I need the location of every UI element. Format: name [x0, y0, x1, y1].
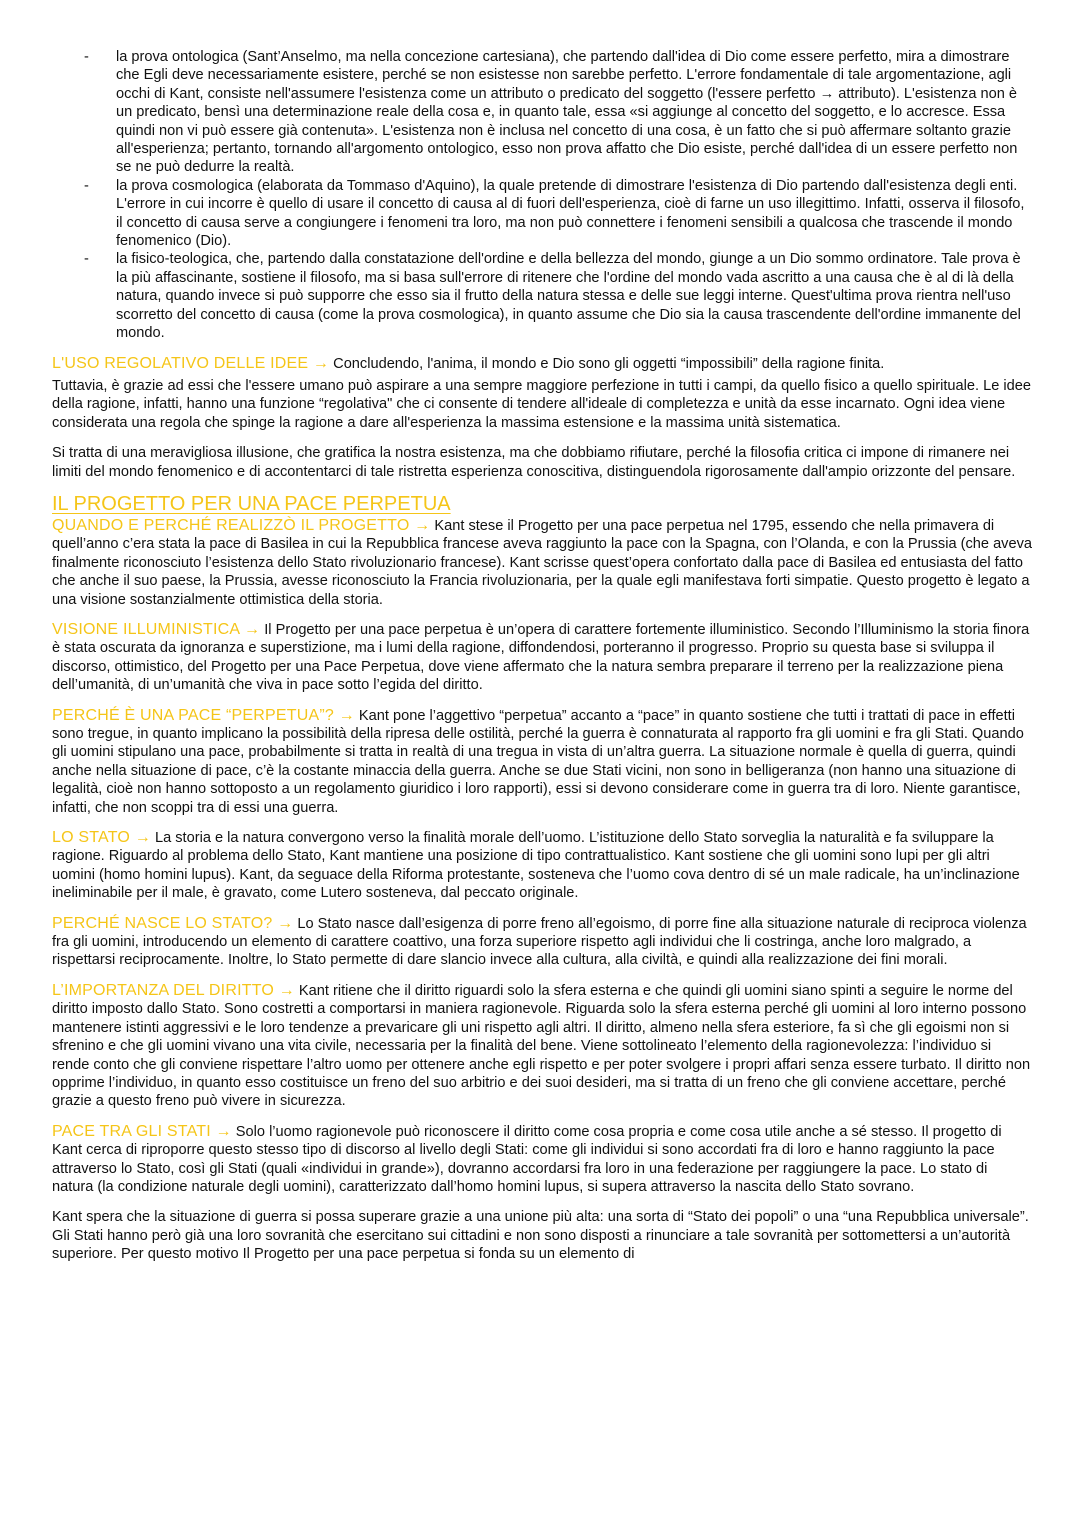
section-lead: Concludendo, l'anima, il mondo e Dio sono gli oggetti “impossibili” della ragione finita. — [329, 355, 885, 372]
section-diritto — [52, 982, 1032, 1111]
section-nasce-stato — [52, 915, 1032, 970]
section-heading: LO STATO → — [52, 829, 151, 847]
final-paragraph: Kant spera che la situazione di guerra si possa superare grazie a una unione più alta: una sorta di “Stato dei popoli” o una “una Repubblica universale”. Gli Stati hanno però già una loro sovranità che esercitano sui cittadini e non sono disposti a rinunciare a tale sovranità per sottomettersi a un’autorità superiore. Per questo motivo Il Progetto per una pace perpetua si fonda su un elemento di — [52, 1209, 1029, 1263]
page-title: IL PROGETTO PER UNA PACE PERPETUA — [52, 492, 451, 515]
list-item: - la fisico-teologica, che, partendo dalla constatazione dell'ordine e della bellezza del mondo, giunge a un Dio sommo ordinatore. Tale prova è la più affascinante, sostiene il filosofo, ma si basa sull'errore di ritenere che l'ordine del mondo vada ascritto a una causa che è al di là della natura, quando invece si può supporre che esso sia il frutto della natura stessa e delle sue leggi interne. Quest'ultima prova rientra nell'uso scorretto del concetto di causa (come la prova cosmologica), in quanto assume che Dio sia la causa trascendente dell'ordine immanente del mondo. — [84, 251, 1021, 342]
list-item: - la prova cosmologica (elaborata da Tommaso d'Aquino), la quale pretende di dimostrare l'esistenza di Dio partendo dall'esistenza degli enti. L'errore in cui incorre è quello di usare il concetto di causa al di fuori dell'esperienza, cioè di farne un uso illegittimo. Infatti, osserva il filosofo, il concetto di causa serve a congiungere i fenomeni tra loro, ma non può connettere i fenomeni sensibili a qualcosa che trascende il mondo fenomenico (Dio). — [84, 177, 1025, 250]
section-lo-stato — [52, 829, 1032, 903]
section-heading: QUANDO E PERCHÉ REALIZZÒ IL PROGETTO → — [52, 516, 431, 534]
section-visione-illuministica — [52, 621, 1032, 695]
paragraph: Si tratta di una meravigliosa illusione, che gratifica la nostra esistenza, ma che dobbiamo rifiutare, perché la filosofia critica ci impone di rimanere nei limiti del mondo fenomenico e di accontentarci di tale ristretta esperienza conoscitiva, distinguendola rigorosamente dall'ampio orizzonte del pensare. — [52, 445, 1016, 480]
section-uso-regolativo — [52, 355, 1032, 373]
bullet-text-ontological: la prova ontologica (Sant’Anselmo, ma nella concezione cartesiana), che partendo dall'idea di Dio come essere perfetto, mira a dimostrare che Egli deve necessariamente esistere, perché se non esistesse non sarebbe perfetto. L'errore fondamentale di tale argomentazione, agli occhi di Kant, consiste nell'assumere l'esistenza come un attributo o predicato del soggetto (l'essere perfetto → attributo). L'esistenza non è un predicato, bensì una determinazione reale della cosa e, in quanto tale, essa «si aggiunge al concetto del soggetto, e lo accresce. Essa quindi non vi può essere già contenuta». L'esistenza non è inclusa nel concetto di una cosa, è un fatto che si può affermare soltanto grazie all'esperienza; pertanto, tornando all'argomento ontologico, esso non prova affatto che Dio esiste, perché dall'idea di un essere perfetto non se ne può dedurre la realtà. — [116, 49, 1018, 176]
proofs-list — [52, 48, 1032, 343]
section-heading: PERCHÉ NASCE LO STATO? → — [52, 914, 294, 932]
section-heading: L'USO REGOLATIVO DELLE IDEE → — [52, 354, 330, 372]
section-text: Solo l’uomo ragionevole può riconoscere il diritto come cosa propria e come cosa utile anche a sé stesso. Il progetto di Kant cerca di riproporre questo stesso tipo di discorso al livello degli Stati: come gli individui si sono accordati fra di loro e hanno raggiunto la pace attraverso lo Stato, così gli Stati (quali «individui in grande»), dovranno accordarsi fra loro in una federazione per raggiungere la pace. Lo stato di natura (la condizione naturale degli uomini), caratterizzato dall’homo homini lupus, si supera attraverso la nascita dello Stato sovrano. — [52, 1123, 1002, 1195]
section-heading: PERCHÉ È UNA PACE “PERPETUA”? → — [52, 706, 355, 724]
paragraph: Tuttavia, è grazie ad essi che l'essere umano può aspirare a una sempre maggiore perfezione in tutti i campi, da quello fisico a quello spirituale. Le idee della ragione, infatti, hanno una funzione “regolativa" che ci consente di tendere all'ideale di completezza e unità da esse incarnato. Ogni idea viene considerata una regola che spinge la ragione a dare all'esperienza la massima estensione e la massima unità sistematica. — [52, 377, 1031, 431]
section-quando-perche — [52, 517, 1032, 609]
list-item: - la prova ontologica (Sant’Anselmo, ma nella concezione cartesiana), che partendo dall'idea di Dio come essere perfetto, mira a dimostrare che Egli deve necessariamente esistere, perché se non esistesse non sarebbe perfetto. L'errore fondamentale di tale argomentazione, agli occhi di Kant, consiste nell'assumere l'esistenza come un attributo o predicato del soggetto (l'essere perfetto → attributo). L'esistenza non è un predicato, bensì una determinazione reale della cosa e, in quanto tale, essa «si aggiunge al concetto del soggetto, e lo accresce. Essa quindi non vi può essere già contenuta». L'esistenza non è inclusa nel concetto di una cosa, è un fatto che si può affermare soltanto grazie all'esperienza; pertanto, tornando all'argomento ontologico, esso non prova affatto che Dio esiste, perché dall'idea di un essere perfetto non se ne può dedurre la realtà. — [84, 49, 1018, 176]
section-heading: L’IMPORTANZA DEL DIRITTO → — [52, 981, 295, 999]
bullet-text-physicotheological: la fisico-teologica, che, partendo dalla constatazione dell'ordine e della bellezza del mondo, giunge a un Dio sommo ordinatore. Tale prova è la più affascinante, sostiene il filosofo, ma si basa sull'errore di ritenere che l'ordine del mondo vada ascritto a una causa che è al di là della natura, quando invece si può supporre che esso sia il frutto della natura stessa e delle sue leggi interne. Quest'ultima prova rientra nell'uso scorretto del concetto di causa (come la prova cosmologica), in quanto assume che Dio sia la causa trascendente dell'ordine immanente del mondo. — [116, 251, 1021, 342]
section-pace-perpetua — [52, 707, 1032, 817]
section-text: La storia e la natura convergono verso la finalità morale dell’uomo. L’istituzione dello Stato sorveglia la naturalità e fa sviluppare la ragione. Riguardo al problema dello Stato, Kant mantiene una posizione di tipo contrattualistico. Kant sostiene che gli uomini sono lupi per gli altri uomini (homo homini lupus). Kant, da seguace della Riforma protestante, sosteneva che l’uomo cova dentro di sé un male radicale, ha un’inclinazione ineliminabile per il male, è gravato, come Lutero sosteneva, dal peccato originale. — [52, 830, 1020, 902]
section-text: Il Progetto per una pace perpetua è un’opera di carattere fortemente illuministico. Secondo l’Illuminismo la storia finora è stata oscurata da ignoranza e superstizione, ma i lumi della ragione, diffondendosi, porteranno il progresso. Proprio su questa base si sviluppa il discorso, ottimistico, del Progetto per una Pace Perpetua, dove viene affermato che la natura sembra preparare il terreno per la realizzazione piena dell’umanità, di un’umanità che viva in pace sotto l’egida del diritto. — [52, 621, 1030, 694]
section-heading: VISIONE ILLUMINISTICA → — [52, 620, 261, 638]
section-text: Kant pone l’aggettivo “perpetua” accanto a “pace” in quanto sostiene che tutti i trattati di pace in effetti sono tregue, in quanto implicano la possibilità della ripresa delle ostilità, perché la guerra è connaturata al rapporto fra gli uomini e fra gli Stati. Quando gli uomini stipulano una pace, probabilmente si tratta in realtà di una tregua in vista di un’altra guerra. La situazione normale è quella di guerra, quindi anche nella situazione di pace, c’è la costante minaccia della guerra. Anche se due Stati vicini, non sono in belligeranza (non hanno una situazione di legalità, cioè non hanno sottoposto a un regolamento giuridico i loro rapporti), essi si devono considerare come in guerra tra di loro. Niente garantisce, infatti, che non scoppi tra di essi una guerra. — [52, 707, 1024, 816]
bullet-text-cosmological: la prova cosmologica (elaborata da Tommaso d'Aquino), la quale pretende di dimostrare l'esistenza di Dio partendo dall'esistenza degli enti. L'errore in cui incorre è quello di usare il concetto di causa al di fuori dell'esperienza, cioè di farne un uso illegittimo. Infatti, osserva il filosofo, il concetto di causa serve a congiungere i fenomeni tra loro, ma non può connettere i fenomeni sensibili a qualcosa che trascende il mondo fenomenico (Dio). — [116, 177, 1025, 250]
section-text: Kant stese il Progetto per una pace perpetua nel 1795, essendo che nella primavera di quell’anno c’era stata la pace di Basilea in cui la Repubblica francese aveva raggiunto la pace con la Spagna, con l’Olanda, e con la Prussia (che aveva finalmente riconosciuto l’esistenza dello Stato rivoluzionario francese). Kant scrisse quest’opera confortato dalla pace di Basilea ed entusiasta del fatto che anche il suo paese, la Prussia, avesse riconosciuto la Francia rivoluzionaria, per la quale egli manifestava forti simpatie. Questo progetto è legato a una visione sostanzialmente ottimistica della storia. — [52, 517, 1033, 608]
section-heading: PACE TRA GLI STATI → — [52, 1122, 232, 1140]
section-text: Lo Stato nasce dall’esigenza di porre freno all’egoismo, di porre fine alla situazione naturale di reciproca violenza fra gli uomini, introducendo un elemento di carattere coattivo, una forza superiore rispetto agli individui che li costringa, anche loro malgrado, a rispettarsi reciprocamente. Inoltre, lo Stato permette di dare slancio invece alla cultura, alla civiltà, e quindi alla realizzazione dei fini morali. — [52, 915, 1027, 969]
document-page — [52, 48, 1032, 1264]
section-text: Kant ritiene che il diritto riguardi solo la sfera esterna e che quindi gli uomini siano spinti a seguire le norme del diritto imposto dallo Stato. Sono costretti a comportarsi in maniera ragionevole. Riguarda solo la sfera esterna perché gli uomini al loro interno possono mantenere istinti aggressivi e le loro tendenze a prevaricare gli uni rispetto agli altri. Il diritto, almeno nella sfera esteriore, fa sì che gli egoismi non si sfrenino e che gli uomini vivano una vita civile, necessaria per la finalità del bene. Viene sottolineato l’elemento della ragionevolezza: l’individuo si rende conto che gli conviene rispettare l’altro uomo per ottenere anche egli rispetto e per poter svolgere i propri affari senza essere turbato. Il diritto non opprime l’individuo, in quanto esso costituisce un freno del suo arbitrio e dei suoi desideri, ma si tratta di un freno che gli conviene accettare, perché grazie a questo freno può vivere in sicurezza. — [52, 982, 1031, 1110]
section-pace-stati — [52, 1123, 1032, 1197]
